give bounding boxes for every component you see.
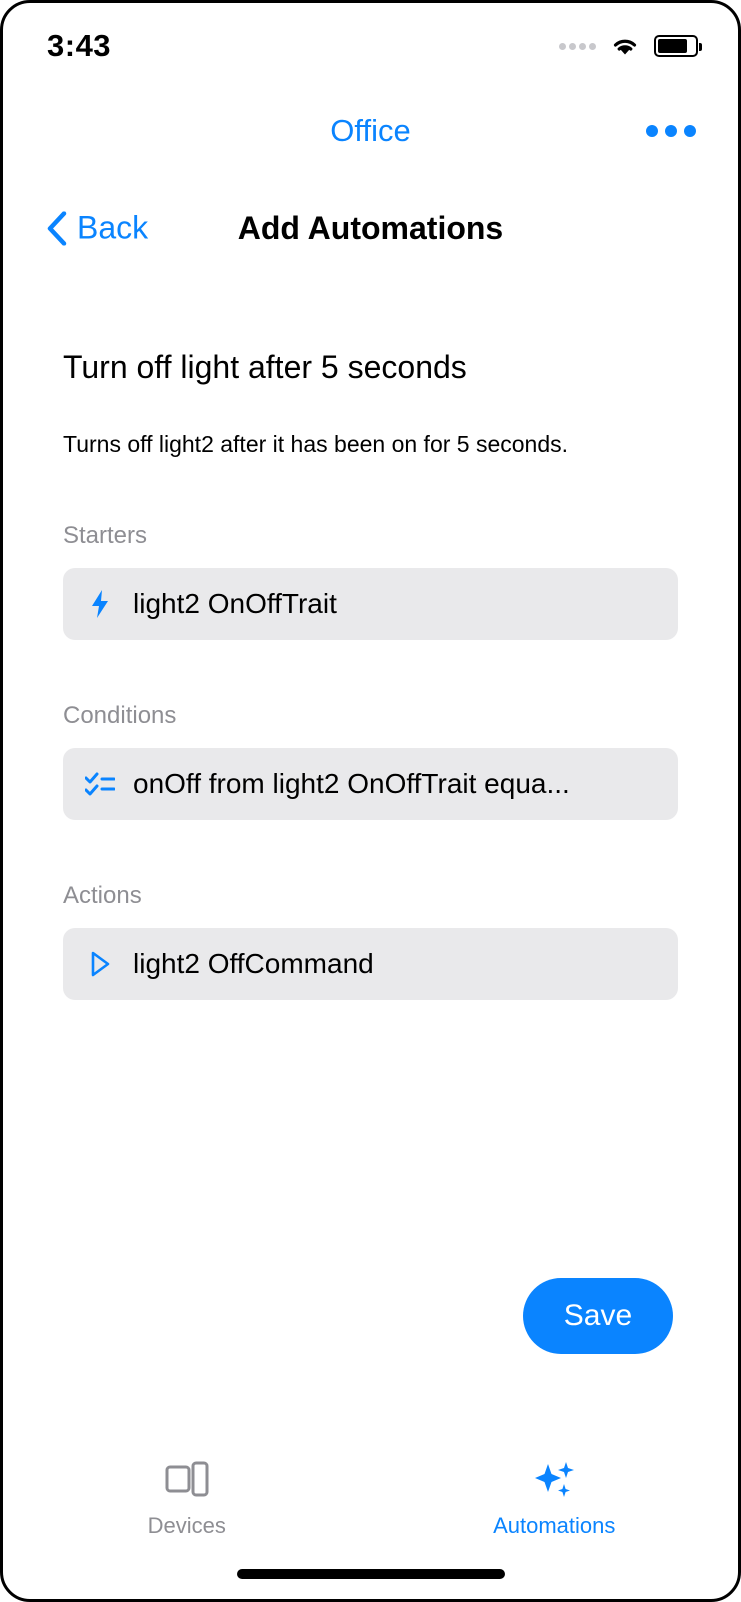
section-label-conditions: Conditions: [63, 701, 177, 729]
section-label-starters: Starters: [63, 521, 148, 549]
back-button-label: Back: [77, 209, 149, 246]
devices-icon: [165, 1459, 209, 1503]
checklist-icon: [85, 767, 115, 801]
tab-devices[interactable]: [3, 1459, 371, 1539]
status-time: 3:43: [47, 28, 112, 63]
tab-automations[interactable]: [371, 1459, 739, 1539]
tab-devices-label: Devices: [147, 1513, 226, 1538]
home-indicator: [237, 1569, 505, 1579]
automation-title: Turn off light after 5 seconds: [63, 349, 467, 385]
bolt-icon: [85, 587, 115, 621]
chevron-left-icon: [47, 211, 67, 245]
starter-row[interactable]: [63, 568, 678, 640]
wifi-icon: [609, 34, 641, 58]
more-options-icon[interactable]: [646, 125, 696, 137]
section-conditions: [63, 702, 678, 820]
status-bar: [3, 3, 738, 89]
back-button[interactable]: [47, 210, 148, 247]
action-row-label: light2 OffCommand: [133, 947, 374, 979]
sparkles-icon: [530, 1459, 578, 1503]
section-label-actions: Actions: [63, 881, 142, 909]
tab-automations-label: Automations: [493, 1513, 616, 1538]
automation-description: Turns off light2 after it has been on for 5 seconds.: [63, 431, 569, 457]
top-nav: [3, 89, 738, 173]
section-starters: [63, 522, 678, 640]
tab-bar: [3, 1459, 738, 1539]
action-row[interactable]: [63, 928, 678, 1000]
save-button[interactable]: Save: [523, 1278, 673, 1354]
play-icon: [85, 947, 115, 981]
condition-row[interactable]: [63, 748, 678, 820]
battery-icon: [654, 35, 698, 57]
condition-row-label: onOff from light2 OnOffTrait equa...: [133, 767, 570, 799]
section-actions: [63, 882, 678, 1000]
home-name-title[interactable]: Office: [330, 113, 411, 148]
signal-dots-icon: [559, 43, 596, 50]
save-button-container: [523, 1278, 673, 1354]
page-title: Add Automations: [237, 209, 504, 246]
starter-row-label: light2 OnOffTrait: [133, 587, 337, 619]
status-indicators: [559, 34, 698, 58]
page-header: [3, 173, 738, 283]
automation-content: [3, 349, 738, 1000]
